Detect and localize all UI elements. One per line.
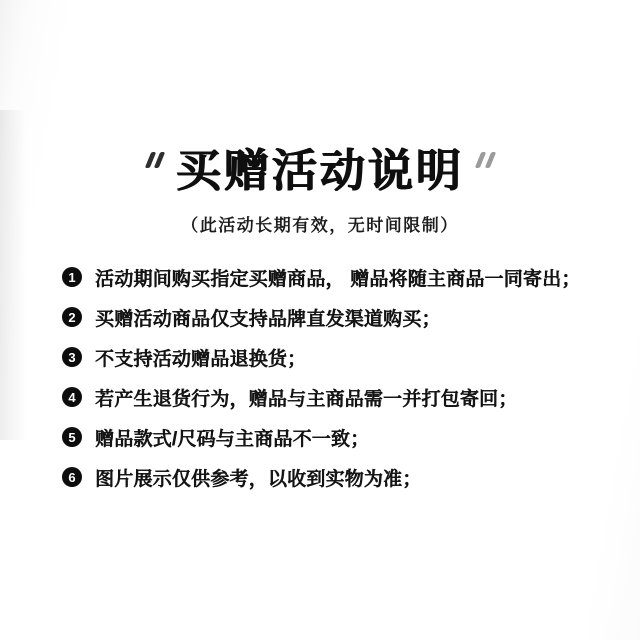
notice-item-4 xyxy=(62,377,600,417)
item-number: 5 xyxy=(68,429,76,445)
page-subtitle: （此活动长期有效，无时间限制） xyxy=(181,216,459,235)
item-text: 图片展示仅供参考，以收到实物为准； xyxy=(95,468,422,490)
item-text: 活动期间购买指定买赠商品， 赠品将随主商品一同寄出； xyxy=(95,268,581,290)
item-number: 3 xyxy=(68,349,76,365)
item-number: 6 xyxy=(68,469,76,485)
title-row xyxy=(0,142,640,200)
notice-item-2 xyxy=(62,297,600,337)
notice-item-6 xyxy=(62,457,600,497)
notice-header xyxy=(0,0,640,236)
notice-list xyxy=(0,257,640,497)
notice-item-1 xyxy=(62,257,600,297)
item-text: 买赠活动商品仅支持品牌直发渠道购买； xyxy=(95,308,441,330)
item-number-badge xyxy=(62,347,82,367)
item-number: 1 xyxy=(68,269,76,285)
notice-item-5 xyxy=(62,417,600,457)
item-number-badge xyxy=(62,467,82,487)
quote-mark-right-icon xyxy=(478,152,492,168)
item-text: 若产生退货行为，赠品与主商品需一并打包寄回； xyxy=(95,388,518,410)
item-number-badge xyxy=(62,387,82,407)
item-number-badge xyxy=(62,427,82,447)
item-text: 赠品款式/尺码与主商品不一致； xyxy=(95,428,370,450)
page-title: 买赠活动说明 xyxy=(175,145,464,196)
item-number: 2 xyxy=(68,309,76,325)
item-text: 不支持活动赠品退换货； xyxy=(95,348,307,370)
quote-mark-left-icon xyxy=(148,152,162,168)
item-number-badge xyxy=(62,307,82,327)
notice-item-3 xyxy=(62,337,600,377)
item-number-badge xyxy=(62,267,82,287)
item-number: 4 xyxy=(68,389,76,405)
